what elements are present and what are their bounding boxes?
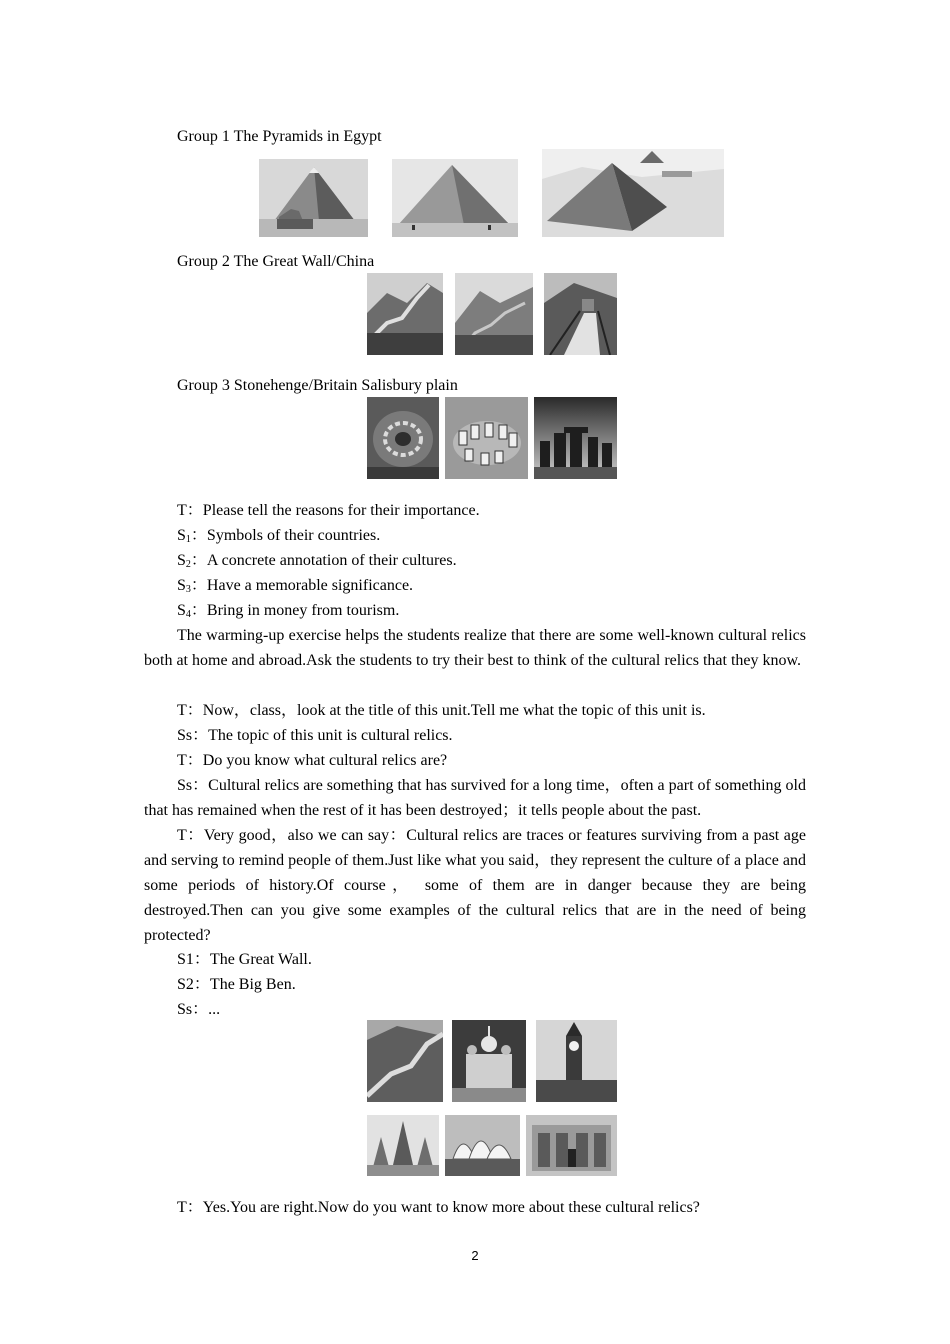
pyramid-sphinx-photo [259,159,368,237]
dialogue-line: $S_3$：Have a memorable significance. [177,577,414,595]
cathedral-relic-photo [452,1020,526,1102]
dialogue-line: T：Now，class，look at the title of this unit.Tell me what the topic of this unit is. [177,702,706,719]
pyramid-distant-photo [392,159,518,237]
dialogue-line: $S_4$：Bring in money from tourism. [177,602,400,620]
dialogue-line: S2：The Big Ben. [177,976,296,993]
big-ben-relic-photo [536,1020,617,1102]
great-wall-photo-3 [544,273,617,355]
dialogue-line: $S_1$：Symbols of their countries. [177,527,381,545]
pyramid-aerial-photo [542,149,724,237]
dialogue-line: Ss：... [177,1001,221,1018]
great-wall-photo-1 [367,273,443,355]
dialogue-line: S1：The Great Wall. [177,951,312,968]
abu-simbel-relic-photo [526,1115,617,1176]
page-number: 2 [471,1248,479,1263]
group-2-heading: Group 2 The Great Wall/China [177,253,375,270]
group-1-heading: Group 1 The Pyramids in Egypt [177,128,382,145]
dialogue-line: T：Do you know what cultural relics are? [177,752,448,769]
group-3-heading: Group 3 Stonehenge/Britain Salisbury plain [177,377,458,394]
dialogue-line: $S_2$：A concrete annotation of their cultures. [177,552,457,570]
opera-house-relic-photo [445,1115,520,1176]
stonehenge-aerial-photo [367,397,439,479]
dialogue-line: T：Please tell the reasons for their importance. [177,502,480,519]
warmup-paragraph: The warming-up exercise helps the students realize that there are some well-known cultural relics both at home and abroad.Ask the students to try their best to think of the cultural relics that they know. [144,627,806,669]
teacher-explanation-paragraph: T：Very good，also we can say：Cultural relics are traces or features surviving from a past age and serving to remind people of them.Just like what you said，they represent the culture of a place and some periods of history.Of course， some of them are in danger because they are being destroyed.Then can you give some examples of the cultural relics that are in the need of being protected? [144,827,806,944]
ss-answer-paragraph: Ss：Cultural relics are something that has survived for a long time，often a part of something old that has remained when the rest of it has been destroyed；it tells people about the past. [144,777,806,819]
great-wall-photo-2 [455,273,533,355]
temple-relic-photo [367,1115,439,1176]
dialogue-line: Ss：The topic of this unit is cultural relics. [177,727,453,744]
dialogue-line: T：Yes.You are right.Now do you want to know more about these cultural relics? [177,1199,700,1216]
stonehenge-model-photo [445,397,528,479]
great-wall-relic-photo [367,1020,443,1102]
stonehenge-photo [534,397,617,479]
